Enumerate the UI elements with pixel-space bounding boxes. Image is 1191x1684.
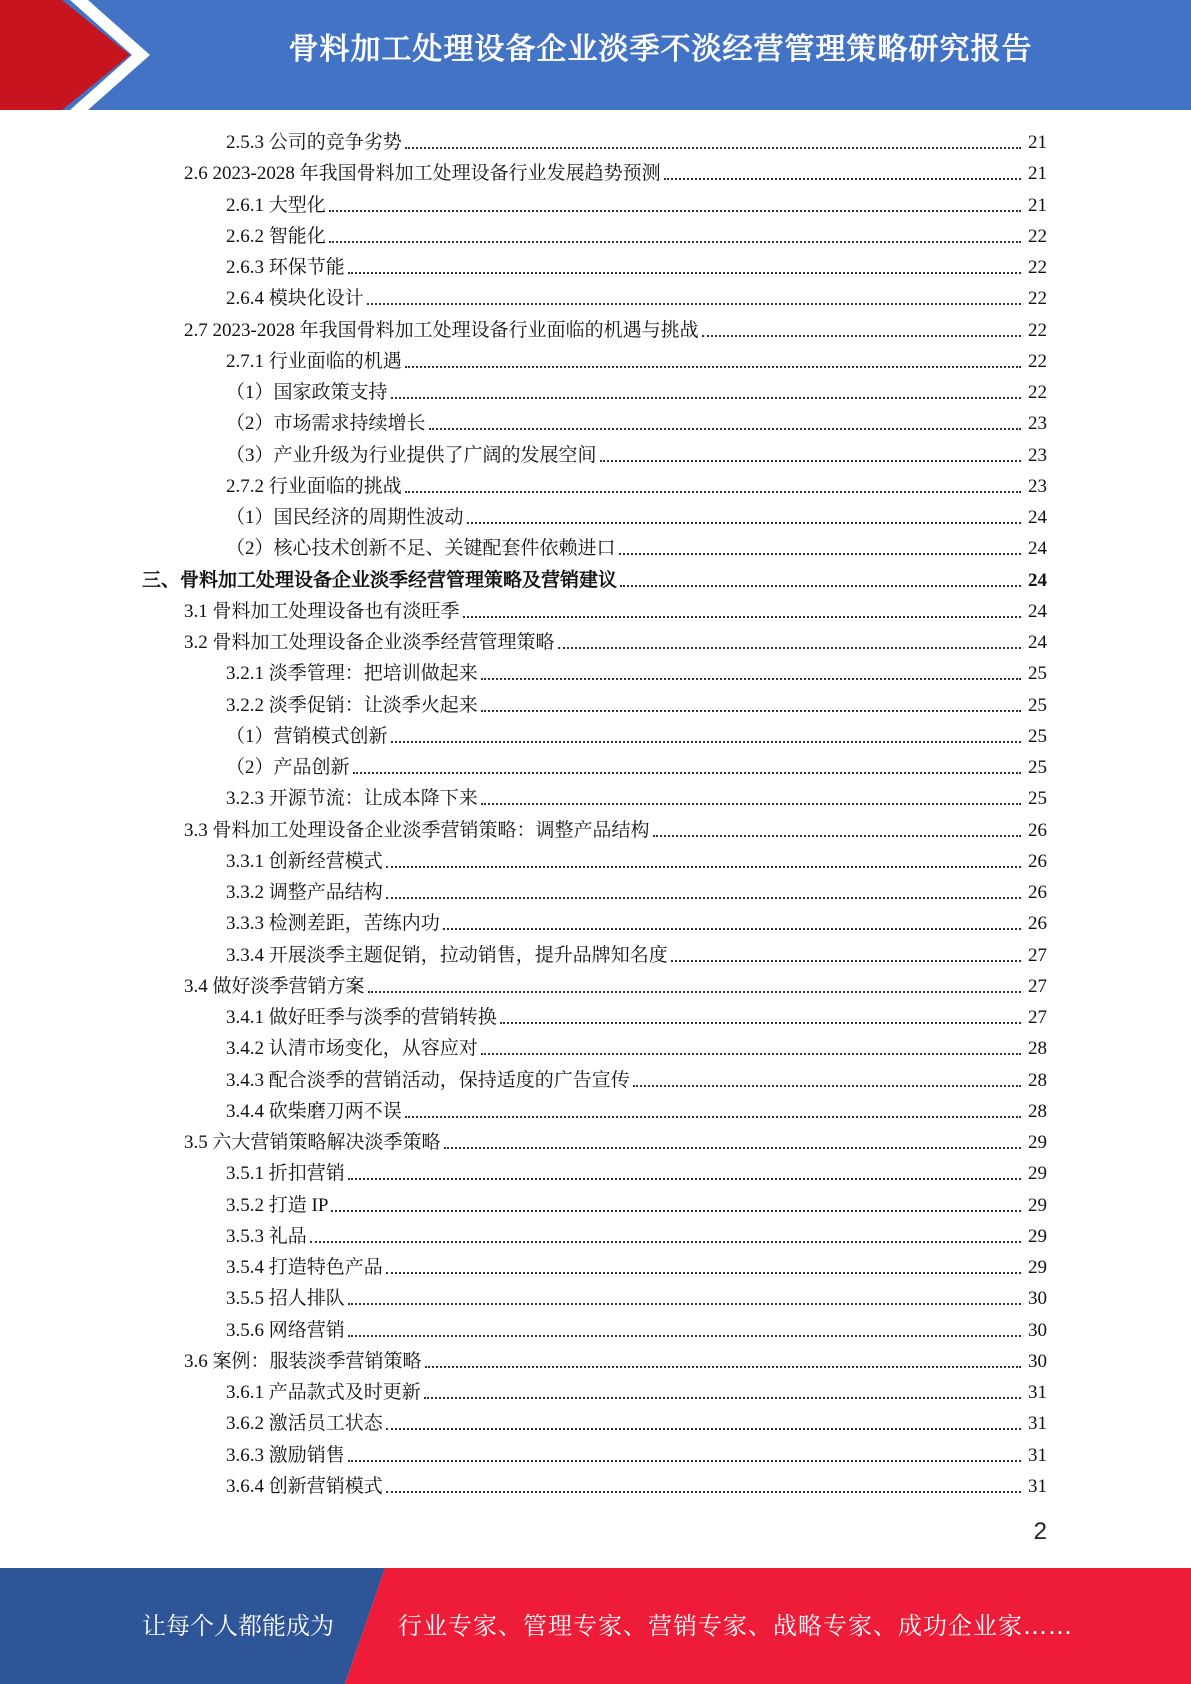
toc-entry-title: 3.6.4 创新营销模式: [226, 1471, 386, 1502]
toc-dot-leader: [310, 1241, 1021, 1243]
toc-entry-title: 3.5.5 招人排队: [226, 1283, 348, 1314]
toc-entry[interactable]: [0, 221, 1191, 252]
toc-dot-leader: [429, 428, 1021, 430]
toc-entry[interactable]: [0, 1440, 1191, 1471]
toc-entry[interactable]: [0, 690, 1191, 721]
toc-entry-title: 3.4 做好淡季营销方案: [184, 971, 368, 1002]
toc-dot-leader: [391, 741, 1021, 743]
toc-entry-page: 25: [1026, 783, 1047, 814]
toc-entry-page: 25: [1026, 721, 1047, 752]
toc-entry-title: 2.6.4 模块化设计: [226, 283, 367, 314]
toc-entry[interactable]: [0, 1408, 1191, 1439]
toc-entry-page: 22: [1026, 221, 1047, 252]
toc-entry-title: 3.5.2 打造 IP: [226, 1190, 331, 1221]
toc-entry-title: （2）核心技术创新不足、关键配套件依赖进口: [226, 533, 619, 564]
toc-entry-page: 25: [1026, 658, 1047, 689]
toc-entry[interactable]: [0, 502, 1191, 533]
toc-dot-leader: [558, 647, 1021, 649]
toc-entry[interactable]: [0, 783, 1191, 814]
toc-entry-title: （3）产业升级为行业提供了广阔的发展空间: [226, 440, 600, 471]
toc-entry-title: 3.4.3 配合淡季的营销活动，保持适度的广告宣传: [226, 1065, 633, 1096]
toc-entry-title: 3.6.2 激活员工状态: [226, 1408, 386, 1439]
toc-entry-page: 24: [1026, 533, 1047, 564]
toc-entry[interactable]: [0, 252, 1191, 283]
toc-entry-page: 31: [1026, 1408, 1047, 1439]
toc-entry-title: （2）产品创新: [226, 752, 353, 783]
toc-entry[interactable]: [0, 752, 1191, 783]
toc-entry-page: 23: [1026, 440, 1047, 471]
toc-dot-leader: [329, 241, 1021, 243]
toc-entry-page: 29: [1026, 1252, 1047, 1283]
toc-entry-page: 23: [1026, 408, 1047, 439]
toc-entry-page: 31: [1026, 1377, 1047, 1408]
toc-entry[interactable]: [0, 1190, 1191, 1221]
toc-entry-title: 3.5.4 打造特色产品: [226, 1252, 386, 1283]
toc-dot-leader: [463, 616, 1021, 618]
toc-entry-title: 3.4.2 认清市场变化，从容应对: [226, 1033, 481, 1064]
toc-entry[interactable]: [0, 471, 1191, 502]
toc-entry-page: 27: [1026, 940, 1047, 971]
toc-dot-leader: [619, 553, 1021, 555]
toc-dot-leader: [405, 491, 1021, 493]
toc-dot-leader: [348, 1460, 1021, 1462]
toc-entry-title: 三、骨料加工处理设备企业淡季经营管理策略及营销建议: [142, 565, 620, 596]
toc-dot-leader: [353, 772, 1021, 774]
toc-dot-leader: [481, 1053, 1021, 1055]
toc-entry-page: 27: [1026, 971, 1047, 1002]
toc-entry[interactable]: [0, 565, 1191, 596]
toc-entry-title: 3.1 骨料加工处理设备也有淡旺季: [184, 596, 463, 627]
toc-dot-leader: [444, 1147, 1021, 1149]
toc-entry-title: 3.3 骨料加工处理设备企业淡季营销策略：调整产品结构: [184, 815, 653, 846]
toc-entry[interactable]: [0, 1377, 1191, 1408]
toc-dot-leader: [481, 710, 1021, 712]
toc-entry-page: 30: [1026, 1346, 1047, 1377]
toc-entry-title: 3.5 六大营销策略解决淡季策略: [184, 1127, 444, 1158]
toc-entry[interactable]: [0, 440, 1191, 471]
toc-entry-page: 30: [1026, 1283, 1047, 1314]
toc-entry-page: 28: [1026, 1096, 1047, 1127]
header-red-chevron: [0, 0, 130, 110]
toc-entry-title: 2.6.3 环保节能: [226, 252, 348, 283]
toc-dot-leader: [367, 303, 1021, 305]
toc-entry[interactable]: [0, 158, 1191, 189]
toc-entry-title: 3.3.4 开展淡季主题促销，拉动销售，提升品牌知名度: [226, 940, 671, 971]
footer-slogan-right: 行业专家、管理专家、营销专家、战略专家、成功企业家……: [398, 1612, 1073, 1640]
toc-entry[interactable]: [0, 596, 1191, 627]
toc-entry-title: 2.6.1 大型化: [226, 190, 329, 221]
toc-dot-leader: [348, 1303, 1021, 1305]
page-header: [0, 0, 1191, 110]
toc-entry-title: 2.6 2023-2028 年我国骨料加工处理设备行业发展趋势预测: [184, 158, 664, 189]
toc-entry-page: 22: [1026, 252, 1047, 283]
toc-entry-title: 3.2.3 开源节流：让成本降下来: [226, 783, 481, 814]
toc-dot-leader: [348, 272, 1021, 274]
toc-entry-title: 3.5.6 网络营销: [226, 1315, 348, 1346]
toc-dot-leader: [671, 960, 1021, 962]
toc-entry-title: 2.7 2023-2028 年我国骨料加工处理设备行业面临的机遇与挑战: [184, 315, 702, 346]
toc-entry-title: 3.4.1 做好旺季与淡季的营销转换: [226, 1002, 500, 1033]
footer-slogan-left: 让每个人都能成为: [142, 1612, 334, 1640]
toc-entry[interactable]: [0, 908, 1191, 939]
toc-entry-title: 3.6.1 产品款式及时更新: [226, 1377, 424, 1408]
toc-entry[interactable]: [0, 846, 1191, 877]
toc-entry[interactable]: [0, 1065, 1191, 1096]
toc-entry-page: 21: [1026, 190, 1047, 221]
toc-entry-title: 2.6.2 智能化: [226, 221, 329, 252]
toc-entry-page: 21: [1026, 127, 1047, 158]
toc-dot-leader: [331, 1210, 1021, 1212]
toc-dot-leader: [664, 178, 1021, 180]
toc-dot-leader: [425, 1366, 1021, 1368]
toc-entry-page: 24: [1026, 627, 1047, 658]
toc-entry-page: 26: [1026, 846, 1047, 877]
toc-entry-page: 24: [1026, 502, 1047, 533]
toc-entry[interactable]: [0, 1002, 1191, 1033]
document-title: 骨料加工处理设备企业淡季不淡经营管理策略研究报告: [288, 32, 1033, 67]
toc-dot-leader: [600, 460, 1021, 462]
toc-entry[interactable]: [0, 971, 1191, 1002]
toc-dot-leader: [702, 335, 1021, 337]
toc-entry[interactable]: [0, 1221, 1191, 1252]
toc-entry-title: （2）市场需求持续增长: [226, 408, 429, 439]
toc-dot-leader: [467, 522, 1021, 524]
toc-entry-title: 3.2.1 淡季管理：把培训做起来: [226, 658, 481, 689]
toc-entry-page: 28: [1026, 1065, 1047, 1096]
toc-entry-page: 28: [1026, 1033, 1047, 1064]
toc-dot-leader: [481, 678, 1021, 680]
toc-entry-title: 3.2.2 淡季促销：让淡季火起来: [226, 690, 481, 721]
toc-entry[interactable]: [0, 1315, 1191, 1346]
toc-entry-page: 31: [1026, 1471, 1047, 1502]
toc-entry-title: （1）国家政策支持: [226, 377, 391, 408]
toc-entry[interactable]: [0, 1158, 1191, 1189]
toc-entry-page: 24: [1026, 565, 1047, 596]
toc-entry[interactable]: [0, 533, 1191, 564]
toc-dot-leader: [424, 1397, 1021, 1399]
toc-dot-leader: [329, 210, 1021, 212]
toc-entry-page: 29: [1026, 1221, 1047, 1252]
toc-entry-page: 29: [1026, 1158, 1047, 1189]
page-footer: [0, 1568, 1191, 1684]
toc-dot-leader: [405, 366, 1021, 368]
toc-dot-leader: [348, 1335, 1021, 1337]
toc-dot-leader: [633, 1085, 1021, 1087]
toc-entry-page: 30: [1026, 1315, 1047, 1346]
toc-entry-page: 26: [1026, 815, 1047, 846]
toc-entry[interactable]: [0, 658, 1191, 689]
toc-entry[interactable]: [0, 346, 1191, 377]
toc-dot-leader: [653, 835, 1021, 837]
toc-dot-leader: [386, 1272, 1021, 1274]
toc-entry-title: （1）国民经济的周期性波动: [226, 502, 467, 533]
toc-entry[interactable]: [0, 815, 1191, 846]
toc-entry-title: 3.5.3 礼品: [226, 1221, 310, 1252]
toc-entry[interactable]: [0, 1346, 1191, 1377]
toc-entry-title: 3.6.3 激励销售: [226, 1440, 348, 1471]
toc-entry-page: 22: [1026, 283, 1047, 314]
toc-dot-leader: [405, 147, 1021, 149]
toc-entry[interactable]: [0, 1033, 1191, 1064]
toc-dot-leader: [391, 397, 1021, 399]
toc-entry[interactable]: [0, 190, 1191, 221]
toc-entry-page: 24: [1026, 596, 1047, 627]
toc-entry-page: 22: [1026, 377, 1047, 408]
toc-entry[interactable]: [0, 940, 1191, 971]
toc-entry[interactable]: [0, 127, 1191, 158]
table-of-contents: [0, 127, 1191, 1502]
toc-entry[interactable]: [0, 877, 1191, 908]
toc-dot-leader: [620, 585, 1021, 587]
toc-dot-leader: [500, 1022, 1021, 1024]
toc-entry-title: 3.2 骨料加工处理设备企业淡季经营管理策略: [184, 627, 558, 658]
toc-entry-title: 3.6 案例：服装淡季营销策略: [184, 1346, 425, 1377]
page-number: 2: [1033, 1518, 1047, 1545]
toc-dot-leader: [368, 991, 1021, 993]
toc-dot-leader: [386, 1491, 1021, 1493]
toc-entry-title: 2.7.2 行业面临的挑战: [226, 471, 405, 502]
toc-entry[interactable]: [0, 1127, 1191, 1158]
toc-entry[interactable]: [0, 283, 1191, 314]
toc-entry-title: （1）营销模式创新: [226, 721, 391, 752]
toc-entry-title: 3.4.4 砍柴磨刀两不误: [226, 1096, 405, 1127]
toc-entry[interactable]: [0, 1283, 1191, 1314]
toc-entry[interactable]: [0, 721, 1191, 752]
toc-entry[interactable]: [0, 1471, 1191, 1502]
toc-dot-leader: [386, 866, 1021, 868]
toc-entry[interactable]: [0, 1096, 1191, 1127]
toc-entry-page: 23: [1026, 471, 1047, 502]
toc-entry-title: 2.5.3 公司的竞争劣势: [226, 127, 405, 158]
toc-entry-page: 21: [1026, 158, 1047, 189]
toc-entry-title: 3.3.3 检测差距，苦练内功: [226, 908, 443, 939]
toc-entry-page: 29: [1026, 1190, 1047, 1221]
toc-dot-leader: [386, 897, 1021, 899]
toc-entry-page: 26: [1026, 877, 1047, 908]
toc-entry-page: 26: [1026, 908, 1047, 939]
toc-dot-leader: [443, 928, 1021, 930]
toc-entry[interactable]: [0, 408, 1191, 439]
toc-entry-page: 25: [1026, 752, 1047, 783]
toc-dot-leader: [481, 803, 1021, 805]
toc-dot-leader: [348, 1178, 1021, 1180]
toc-dot-leader: [386, 1428, 1021, 1430]
toc-entry-title: 3.5.1 折扣营销: [226, 1158, 348, 1189]
toc-entry-page: 25: [1026, 690, 1047, 721]
toc-entry[interactable]: [0, 315, 1191, 346]
toc-entry-title: 2.7.1 行业面临的机遇: [226, 346, 405, 377]
toc-entry[interactable]: [0, 627, 1191, 658]
toc-entry[interactable]: [0, 377, 1191, 408]
toc-entry-page: 29: [1026, 1127, 1047, 1158]
toc-entry-page: 27: [1026, 1002, 1047, 1033]
toc-entry-page: 22: [1026, 315, 1047, 346]
toc-dot-leader: [405, 1116, 1021, 1118]
toc-entry[interactable]: [0, 1252, 1191, 1283]
toc-entry-title: 3.3.2 调整产品结构: [226, 877, 386, 908]
toc-entry-title: 3.3.1 创新经营模式: [226, 846, 386, 877]
toc-entry-page: 22: [1026, 346, 1047, 377]
toc-entry-page: 31: [1026, 1440, 1047, 1471]
